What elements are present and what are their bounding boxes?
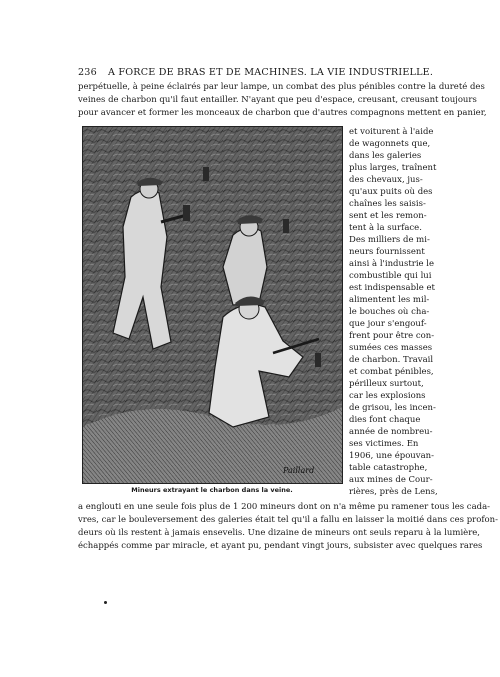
miners-engraving <box>83 127 342 483</box>
running-header <box>78 67 434 79</box>
text-line: et combat pénibles, <box>349 367 434 377</box>
text-line: 1906, une épouvan- <box>349 451 434 461</box>
text-line: sent et les remon- <box>349 211 427 221</box>
figure-caption: Mineurs extrayant le charbon dans la veine. <box>131 486 293 494</box>
ink-speck <box>104 601 107 604</box>
text-line: Des milliers de mi- <box>349 235 430 245</box>
text-line: perpétuelle, à peine éclairés par leur lampe, un combat des plus pénibles contre la dureté des <box>78 82 485 92</box>
text-line: vres, car le bouleversement des galeries était tel qu'il a fallu en laisser la moitié dans ces profon- <box>78 515 498 525</box>
text-line: est indispensable et <box>349 283 435 293</box>
text-line: veines de charbon qu'il faut entailler. N'ayant que peu d'espace, creusant, creusant toujours <box>78 95 477 105</box>
text-line: ses victimes. En <box>349 439 419 449</box>
text-line: deurs où ils restent à jamais ensevelis. Une dizaine de mineurs ont seuls reparu à la lumière, <box>78 528 480 538</box>
text-line: tent à la surface. <box>349 223 422 233</box>
text-line: combustible qui lui <box>349 271 432 281</box>
text-line: rières, près de Lens, <box>349 487 438 497</box>
text-line: le bouches où cha- <box>349 307 430 317</box>
text-line: que jour s'engouf- <box>349 319 427 329</box>
text-line: périlleux surtout, <box>349 379 424 389</box>
text-line: de wagonnets que, <box>349 139 431 149</box>
text-line: aux mines de Cour- <box>349 475 433 485</box>
text-line: année de nombreu- <box>349 427 433 437</box>
text-line: chaînes les saisis- <box>349 199 426 209</box>
running-title: A FORCE DE BRAS ET DE MACHINES. LA VIE INDUSTRIELLE. <box>108 67 434 78</box>
engraver-signature <box>282 466 314 475</box>
text-line: et voiturent à l'aide <box>349 127 434 137</box>
text-line: neurs fournissent <box>349 247 425 257</box>
text-line: alimentent les mil- <box>349 295 430 305</box>
text-line: car les explosions <box>349 391 426 401</box>
svg-text:Paillard: Paillard <box>283 466 315 475</box>
text-line: table catastrophe, <box>349 463 428 473</box>
text-line: de charbon. Travail <box>349 355 434 365</box>
text-line: dies font chaque <box>349 415 421 425</box>
text-line: pour avancer et former les monceaux de charbon que d'autres compagnons mettent en panier, <box>78 108 487 118</box>
text-line: ainsi à l'industrie le <box>349 259 435 269</box>
text-line: a englouti en une seule fois plus de 1 200 mineurs dont on n'a même pu ramener tous les cada- <box>78 502 491 512</box>
text-line: plus larges, traînent <box>349 163 437 173</box>
page-number: 236 <box>78 67 97 78</box>
text-line: de grisou, les incen- <box>349 403 436 413</box>
text-line: sumées ces masses <box>349 343 433 353</box>
text-line: échappés comme par miracle, et ayant pu, pendant vingt jours, subsister avec quelques rares <box>78 541 483 551</box>
text-line: des chevaux, jus- <box>349 175 423 185</box>
text-line: qu'aux puits où des <box>349 187 433 197</box>
engraving-illustration <box>82 126 343 484</box>
text-line: dans les galeries <box>349 151 422 161</box>
text-line: frent pour être con- <box>349 331 435 341</box>
